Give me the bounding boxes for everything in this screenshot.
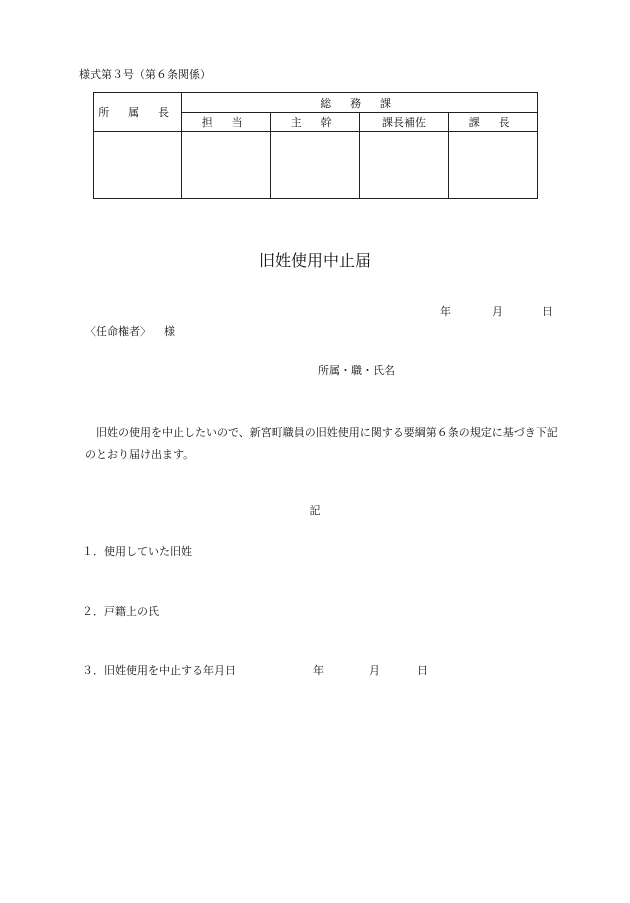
date-month-label: 月 — [492, 305, 503, 318]
stamp-cell-shukan[interactable] — [271, 132, 360, 199]
submission-date — [440, 303, 553, 319]
discontinue-date — [313, 662, 428, 678]
item-registered-surname: ２．戸籍上の氏 — [82, 605, 159, 618]
applicant-label: 所属・職・氏名 — [318, 364, 395, 377]
column-kacho-hosa: 課長補佐 — [360, 113, 449, 132]
ki-heading: 記 — [309, 504, 321, 517]
addressee: 〈任命権者〉 — [85, 325, 151, 338]
date-day-label: 日 — [542, 305, 553, 318]
document-title: 旧姓使用中止届 — [258, 251, 371, 270]
stamp-cell-kacho-hosa[interactable] — [360, 132, 449, 199]
discontinue-day-label: 日 — [417, 664, 428, 677]
department-label: 総 務 課 — [182, 93, 538, 113]
affiliation-head-label: 所 属 長 — [94, 93, 182, 132]
honorific: 様 — [164, 325, 175, 338]
item-former-surname: １．使用していた旧姓 — [82, 545, 192, 558]
approval-table — [93, 92, 538, 199]
body-text: 旧姓の使用を中止したいので、新宮町職員の旧姓使用に関する要綱第６条の規定に基づき下記のとおり届け出ます。 — [85, 426, 558, 461]
column-tanto: 担 当 — [182, 113, 271, 132]
column-kacho: 課 長 — [449, 113, 538, 132]
item-discontinue-date: ３．旧姓使用を中止する年月日 — [82, 664, 236, 677]
date-year-label: 年 — [440, 305, 451, 318]
form-number: 様式第３号（第６条関係） — [79, 68, 211, 81]
column-shukan: 主 幹 — [271, 113, 360, 132]
discontinue-year-label: 年 — [313, 664, 324, 677]
discontinue-month-label: 月 — [369, 664, 380, 677]
stamp-cell-kacho[interactable] — [449, 132, 538, 199]
stamp-cell-affiliation-head[interactable] — [94, 132, 182, 199]
stamp-cell-tanto[interactable] — [182, 132, 271, 199]
